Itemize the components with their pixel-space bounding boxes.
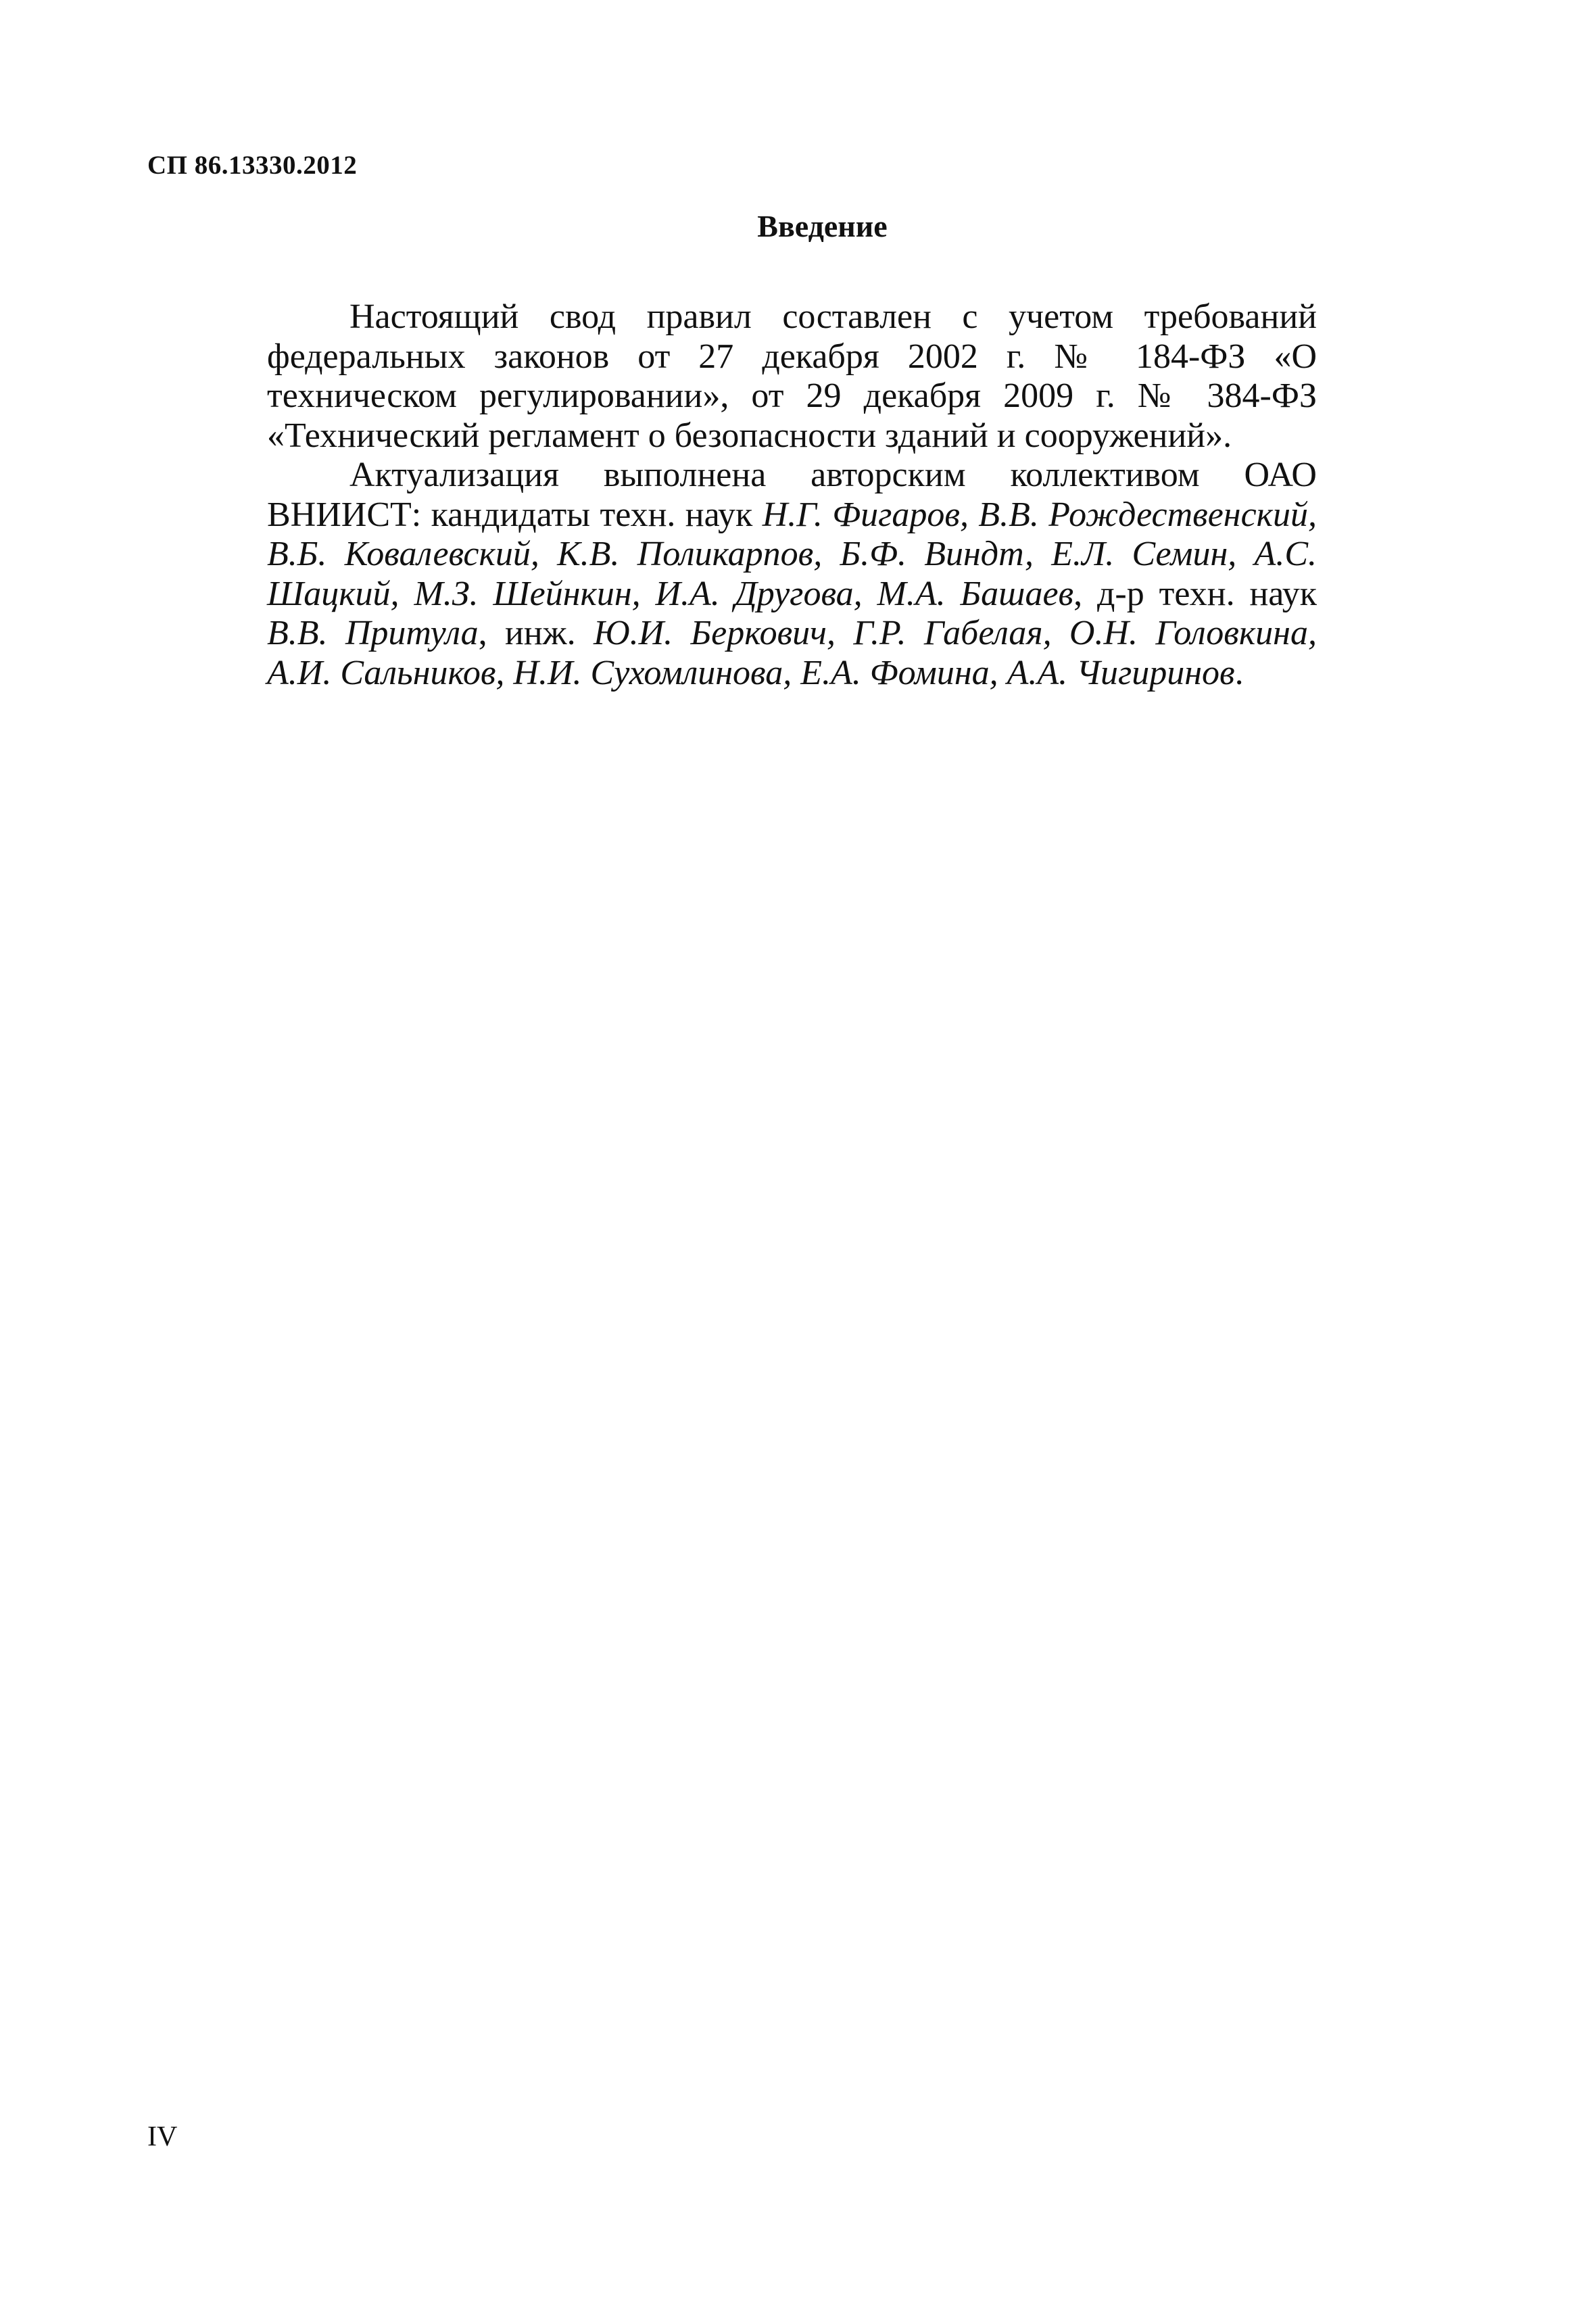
body-text [267,297,1317,693]
authors-lead: Актуализация выполнена авторским коллективом ОАО ВНИИСТ: кандидаты техн. наук [267,456,1317,534]
page-number: IV [147,2121,178,2152]
authors-candidates: Н.Г. Фигаров, В.В. Рождественский, В.Б. Ковалевский, К.В. Поликарпов, Б.Ф. Виндт, Е.Л. Семин, А.С. Шацкий, М.З. Шейнкин, И.А. Другова, М.А. Башаев [267,495,1317,613]
document-code: СП 86.13330.2012 [147,151,358,180]
intro-paragraph: Настоящий свод правил составлен с учетом требований федеральных законов от 27 декабря 2002 г. № 184-ФЗ «О техническом регулировании», от 29 декабря 2009 г. № 384-ФЗ «Технический регламент о безопасности зданий и сооружений». [267,297,1317,455]
authors-paragraph [267,456,1317,693]
authors-engineers: Ю.И. Беркович, Г.Р. Габелая, О.Н. Головкина, А.И. Сальников, Н.И. Сухомлинова, Е.А. Фомина, А.А. Чигиринов [267,614,1317,692]
author-doctor: В.В. Притула [267,614,479,652]
paragraph-end: . [1234,653,1244,692]
engineer-separator: , инж. [478,614,594,652]
section-title: Введение [757,209,888,243]
doctor-separator: , д-р техн. наук [1073,574,1317,613]
